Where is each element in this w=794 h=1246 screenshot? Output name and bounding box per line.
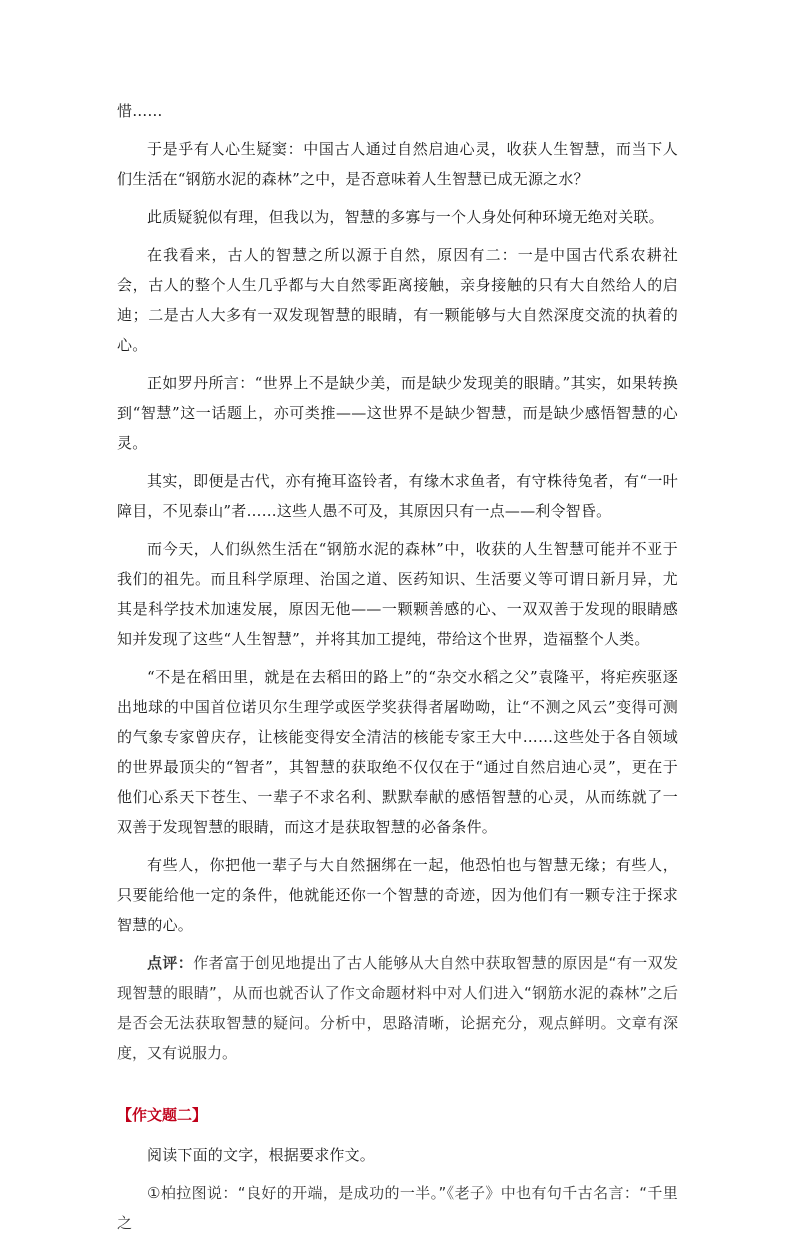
- paragraph: 而今天，人们纵然生活在“钢筋水泥的森林”中，收获的人生智慧可能并不亚于我们的祖先。而且科学原理、治国之道、医药知识、生活要义等可谓日新月异，尤其是科学技术加速发展，原因无他——一颗颗善感的心、一双双善于发现的眼睛感知并发现了这些“人生智慧”，并将其加工提纯，带给这个世界，造福整个人类。: [117, 540, 678, 648]
- essay-body: [117, 96, 678, 1246]
- paragraph: 其实，即便是古代，亦有掩耳盗铃者，有缘木求鱼者，有守株待兔者，有“一叶障目，不见泰山”者……这些人愚不可及，其原因只有一点——利令智昏。: [117, 472, 678, 520]
- material-quote: ①柏拉图说：“良好的开端，是成功的一半。”《老子》中也有句千古名言：“千里之: [117, 1184, 678, 1232]
- paragraph: 于是乎有人心生疑窦：中国古人通过自然启迪心灵，收获人生智慧，而当下人们生活在“钢筋水泥的森林”之中，是否意味着人生智慧已成无源之水？: [117, 140, 678, 188]
- review-comment: [117, 948, 678, 1068]
- paragraph: 此质疑貌似有理，但我以为，智慧的多寡与一个人身处何种环境无绝对关联。: [147, 208, 664, 226]
- paragraph: 惜……: [117, 102, 163, 120]
- paragraph: 有些人，你把他一辈子与大自然捆绑在一起，他恐怕也与智慧无缘；有些人，只要能给他一定的条件，他就能还你一个智慧的奇迹，因为他们有一颗专注于探求智慧的心。: [117, 856, 678, 934]
- paragraph: 在我看来，古人的智慧之所以源于自然，原因有二：一是中国古代系农耕社会，古人的整个人生几乎都与大自然零距离接触，亲身接触的只有大自然给人的启迪；二是古人大多有一双发现智慧的眼睛，有一颗能够与大自然深度交流的执着的心。: [117, 246, 678, 354]
- instruction-text: 阅读下面的文字，根据要求作文。: [147, 1146, 376, 1164]
- section-title: 【作文题二】: [117, 1106, 208, 1124]
- review-comment-label: 点评：: [147, 954, 194, 972]
- paragraph: “不是在稻田里，就是在去稻田的路上”的“杂交水稻之父”袁隆平，将疟疾驱逐出地球的中国首位诺贝尔生理学或医学奖获得者屠呦呦，让“不测之风云”变得可测的气象专家曾庆存，让核能变得安全清洁的核能专家王大中……这些处于各自领域的世界最顶尖的“智者”，其智慧的获取绝不仅仅在于“通过自然启迪心灵”，更在于他们心系天下苍生、一辈子不求名利、默默奉献的感悟智慧的心灵，从而练就了一双善于发现智慧的眼睛，而这才是获取智慧的必备条件。: [117, 668, 678, 836]
- review-comment-text: 作者富于创见地提出了古人能够从大自然中获取智慧的原因是“有一双发现智慧的眼睛”，从而也就否认了作文命题材料中对人们进入“钢筋水泥的森林”之后是否会无法获取智慧的疑问。分析中，思路清晰，论据充分，观点鲜明。文章有深度，又有说服力。: [117, 954, 678, 1062]
- paragraph: 正如罗丹所言：“世界上不是缺少美，而是缺少发现美的眼睛。”其实，如果转换到“智慧”这一话题上，亦可类推——这世界不是缺少智慧，而是缺少感悟智慧的心灵。: [117, 374, 678, 452]
